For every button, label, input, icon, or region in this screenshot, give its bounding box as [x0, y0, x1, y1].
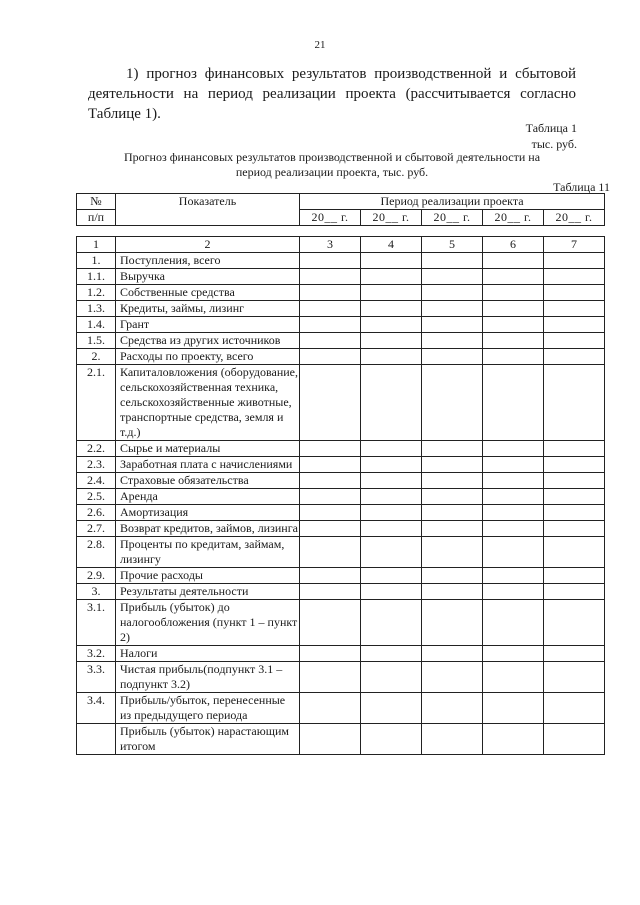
- row-number: 2.1.: [77, 365, 116, 441]
- value-cell[interactable]: [361, 724, 422, 755]
- value-cell[interactable]: [422, 505, 483, 521]
- table-body: [77, 237, 605, 755]
- value-cell[interactable]: [483, 724, 544, 755]
- value-cell[interactable]: [300, 269, 361, 285]
- table-row: [77, 317, 605, 333]
- value-cell[interactable]: [300, 568, 361, 584]
- value-cell[interactable]: [361, 365, 422, 441]
- value-cell[interactable]: [422, 349, 483, 365]
- table-row: [77, 521, 605, 537]
- table-label: Таблица 1: [525, 121, 577, 135]
- value-cell[interactable]: [300, 253, 361, 269]
- value-cell[interactable]: [361, 584, 422, 600]
- value-cell[interactable]: [300, 537, 361, 568]
- table-row: [77, 724, 605, 755]
- row-indicator: Собственные средства: [116, 285, 300, 301]
- row-indicator: Амортизация: [116, 505, 300, 521]
- value-cell[interactable]: [422, 600, 483, 646]
- row-number: 2.9.: [77, 568, 116, 584]
- value-cell[interactable]: [483, 646, 544, 662]
- table-row: [77, 365, 605, 441]
- value-cell[interactable]: [422, 285, 483, 301]
- value-cell[interactable]: [300, 693, 361, 724]
- value-cell[interactable]: [544, 365, 605, 441]
- value-cell[interactable]: [361, 457, 422, 473]
- row-indicator: Проценты по кредитам, займам, лизингу: [116, 537, 300, 568]
- value-cell[interactable]: [544, 301, 605, 317]
- header-num: №: [77, 194, 116, 210]
- value-cell[interactable]: [483, 349, 544, 365]
- value-cell[interactable]: [544, 473, 605, 489]
- row-indicator: Расходы по проекту, всего: [116, 349, 300, 365]
- table-row: [77, 662, 605, 693]
- column-number: 5: [422, 237, 483, 253]
- row-number: 1.1.: [77, 269, 116, 285]
- intro-line-2: деятельности на период реализации проекта (рассчитывается согласно: [88, 86, 576, 102]
- value-cell[interactable]: [422, 521, 483, 537]
- row-number: 1.2.: [77, 285, 116, 301]
- table-row: [77, 505, 605, 521]
- row-number: 1.3.: [77, 301, 116, 317]
- value-cell[interactable]: [361, 600, 422, 646]
- column-number: 2: [116, 237, 300, 253]
- page-number: 21: [314, 39, 326, 51]
- value-cell[interactable]: [422, 646, 483, 662]
- value-cell[interactable]: [300, 505, 361, 521]
- value-cell[interactable]: [422, 441, 483, 457]
- table-row: [77, 269, 605, 285]
- value-cell[interactable]: [544, 269, 605, 285]
- row-number: 3.1.: [77, 600, 116, 646]
- table-row: [77, 285, 605, 301]
- value-cell[interactable]: [300, 489, 361, 505]
- table-label-secondary: Таблица 11: [553, 180, 610, 194]
- value-cell[interactable]: [361, 317, 422, 333]
- value-cell[interactable]: [544, 537, 605, 568]
- value-cell[interactable]: [361, 473, 422, 489]
- column-number: 7: [544, 237, 605, 253]
- table-row: [77, 441, 605, 457]
- table-row: [77, 693, 605, 724]
- value-cell[interactable]: [361, 269, 422, 285]
- value-cell[interactable]: [544, 600, 605, 646]
- value-cell[interactable]: [422, 253, 483, 269]
- value-cell[interactable]: [361, 253, 422, 269]
- value-cell[interactable]: [422, 584, 483, 600]
- header-num-pp: п/п: [77, 210, 116, 226]
- value-cell[interactable]: [361, 646, 422, 662]
- value-cell[interactable]: [422, 365, 483, 441]
- value-cell[interactable]: [544, 584, 605, 600]
- value-cell[interactable]: [483, 505, 544, 521]
- value-cell[interactable]: [544, 693, 605, 724]
- table-row: [77, 489, 605, 505]
- value-cell[interactable]: [422, 693, 483, 724]
- row-number: 2.8.: [77, 537, 116, 568]
- table-row: [77, 646, 605, 662]
- caption-line-2: период реализации проекта, тыс. руб.: [235, 165, 429, 179]
- column-number-row: [77, 237, 605, 253]
- caption-line-1: Прогноз финансовых результатов производственной и сбытовой деятельности на: [123, 150, 541, 164]
- value-cell[interactable]: [361, 662, 422, 693]
- value-cell[interactable]: [544, 646, 605, 662]
- value-cell[interactable]: [361, 489, 422, 505]
- value-cell[interactable]: [300, 317, 361, 333]
- value-cell[interactable]: [483, 473, 544, 489]
- value-cell[interactable]: [544, 505, 605, 521]
- value-cell[interactable]: [544, 441, 605, 457]
- row-number: 2.6.: [77, 505, 116, 521]
- value-cell[interactable]: [300, 662, 361, 693]
- table-row: [77, 253, 605, 269]
- table-row: [77, 600, 605, 646]
- header-table: [76, 193, 605, 226]
- table-row: [77, 584, 605, 600]
- header-year-4: 20__ г.: [483, 210, 544, 226]
- row-number: 2.4.: [77, 473, 116, 489]
- row-number: 3.4.: [77, 693, 116, 724]
- column-number: 1: [77, 237, 116, 253]
- row-number: 2.5.: [77, 489, 116, 505]
- row-indicator: Поступления, всего: [116, 253, 300, 269]
- value-cell[interactable]: [544, 253, 605, 269]
- table-row: [77, 473, 605, 489]
- header-year-3: 20__ г.: [422, 210, 483, 226]
- row-number: 3.: [77, 584, 116, 600]
- header-indicator: Показатель: [116, 194, 300, 226]
- header-year-1: 20__ г.: [300, 210, 361, 226]
- header-period: Период реализации проекта: [300, 194, 605, 210]
- value-cell[interactable]: [361, 693, 422, 724]
- value-cell[interactable]: [483, 568, 544, 584]
- value-cell[interactable]: [422, 724, 483, 755]
- row-indicator: Заработная плата с начислениями: [116, 457, 300, 473]
- value-cell[interactable]: [300, 521, 361, 537]
- value-cell[interactable]: [544, 568, 605, 584]
- value-cell[interactable]: [544, 724, 605, 755]
- value-cell[interactable]: [483, 584, 544, 600]
- value-cell[interactable]: [422, 473, 483, 489]
- value-cell[interactable]: [544, 521, 605, 537]
- table-caption: [88, 150, 576, 180]
- value-cell[interactable]: [300, 365, 361, 441]
- table-row: [77, 333, 605, 349]
- row-number: 2.7.: [77, 521, 116, 537]
- row-number: 1.: [77, 253, 116, 269]
- value-cell[interactable]: [422, 269, 483, 285]
- value-cell[interactable]: [483, 333, 544, 349]
- value-cell[interactable]: [544, 333, 605, 349]
- row-indicator: Прочие расходы: [116, 568, 300, 584]
- row-indicator: Чистая прибыль(подпункт 3.1 – подпункт 3.2): [116, 662, 300, 693]
- row-indicator: Сырье и материалы: [116, 441, 300, 457]
- row-indicator: Прибыль/убыток, перенесенные из предыдущего периода: [116, 693, 300, 724]
- row-indicator: Налоги: [116, 646, 300, 662]
- value-cell[interactable]: [361, 568, 422, 584]
- value-cell[interactable]: [300, 724, 361, 755]
- value-cell[interactable]: [361, 285, 422, 301]
- table-row: [77, 457, 605, 473]
- value-cell[interactable]: [483, 489, 544, 505]
- row-indicator: Грант: [116, 317, 300, 333]
- intro-paragraph: [88, 64, 576, 124]
- value-cell[interactable]: [361, 441, 422, 457]
- row-indicator: Капиталовложения (оборудование, сельскохозяйственная техника, сельскохозяйственные животные, транспортные средства, земля и т.д.): [116, 365, 300, 441]
- column-number: 4: [361, 237, 422, 253]
- units-label: тыс. руб.: [531, 137, 577, 151]
- value-cell[interactable]: [300, 301, 361, 317]
- value-cell[interactable]: [422, 568, 483, 584]
- value-cell[interactable]: [483, 521, 544, 537]
- value-cell[interactable]: [544, 457, 605, 473]
- value-cell[interactable]: [422, 489, 483, 505]
- row-number: 3.2.: [77, 646, 116, 662]
- row-indicator: Аренда: [116, 489, 300, 505]
- table-row: [77, 349, 605, 365]
- value-cell[interactable]: [544, 285, 605, 301]
- row-number: 2.: [77, 349, 116, 365]
- value-cell[interactable]: [300, 441, 361, 457]
- column-number: 6: [483, 237, 544, 253]
- row-indicator: Средства из других источников: [116, 333, 300, 349]
- row-indicator: Прибыль (убыток) нарастающим итогом: [116, 724, 300, 755]
- column-number: 3: [300, 237, 361, 253]
- value-cell[interactable]: [300, 349, 361, 365]
- value-cell[interactable]: [422, 317, 483, 333]
- table-row: [77, 568, 605, 584]
- value-cell[interactable]: [544, 317, 605, 333]
- value-cell[interactable]: [483, 600, 544, 646]
- financial-forecast-table: [76, 236, 605, 755]
- value-cell[interactable]: [300, 646, 361, 662]
- value-cell[interactable]: [544, 489, 605, 505]
- value-cell[interactable]: [361, 521, 422, 537]
- value-cell[interactable]: [483, 441, 544, 457]
- value-cell[interactable]: [361, 505, 422, 521]
- value-cell[interactable]: [300, 285, 361, 301]
- value-cell[interactable]: [483, 317, 544, 333]
- row-indicator: Прибыль (убыток) до налогообложения (пункт 1 – пункт 2): [116, 600, 300, 646]
- header-year-5: 20__ г.: [544, 210, 605, 226]
- value-cell[interactable]: [422, 662, 483, 693]
- table-row: [77, 537, 605, 568]
- value-cell[interactable]: [483, 269, 544, 285]
- row-indicator: Кредиты, займы, лизинг: [116, 301, 300, 317]
- row-number: 1.5.: [77, 333, 116, 349]
- value-cell[interactable]: [361, 537, 422, 568]
- value-cell[interactable]: [483, 301, 544, 317]
- row-indicator: Выручка: [116, 269, 300, 285]
- table-row: [77, 301, 605, 317]
- value-cell[interactable]: [483, 285, 544, 301]
- value-cell[interactable]: [300, 333, 361, 349]
- value-cell[interactable]: [300, 584, 361, 600]
- value-cell[interactable]: [483, 457, 544, 473]
- value-cell[interactable]: [483, 253, 544, 269]
- value-cell[interactable]: [544, 349, 605, 365]
- value-cell[interactable]: [483, 537, 544, 568]
- row-number: 2.2.: [77, 441, 116, 457]
- value-cell[interactable]: [361, 301, 422, 317]
- row-number: 1.4.: [77, 317, 116, 333]
- row-indicator: Результаты деятельности: [116, 584, 300, 600]
- value-cell[interactable]: [422, 301, 483, 317]
- value-cell[interactable]: [483, 365, 544, 441]
- value-cell[interactable]: [483, 693, 544, 724]
- row-number: 2.3.: [77, 457, 116, 473]
- value-cell[interactable]: [422, 333, 483, 349]
- row-number: [77, 724, 116, 755]
- value-cell[interactable]: [361, 349, 422, 365]
- value-cell[interactable]: [422, 537, 483, 568]
- intro-line-3: Таблице 1).: [88, 106, 161, 122]
- header-year-2: 20__ г.: [361, 210, 422, 226]
- value-cell[interactable]: [361, 333, 422, 349]
- value-cell[interactable]: [300, 473, 361, 489]
- row-number: 3.3.: [77, 662, 116, 693]
- value-cell[interactable]: [300, 457, 361, 473]
- value-cell[interactable]: [422, 457, 483, 473]
- row-indicator: Страховые обязательства: [116, 473, 300, 489]
- row-indicator: Возврат кредитов, займов, лизинга: [116, 521, 300, 537]
- value-cell[interactable]: [300, 600, 361, 646]
- value-cell[interactable]: [483, 662, 544, 693]
- value-cell[interactable]: [544, 662, 605, 693]
- intro-line-1: 1) прогноз финансовых результатов производственной и сбытовой: [126, 66, 576, 82]
